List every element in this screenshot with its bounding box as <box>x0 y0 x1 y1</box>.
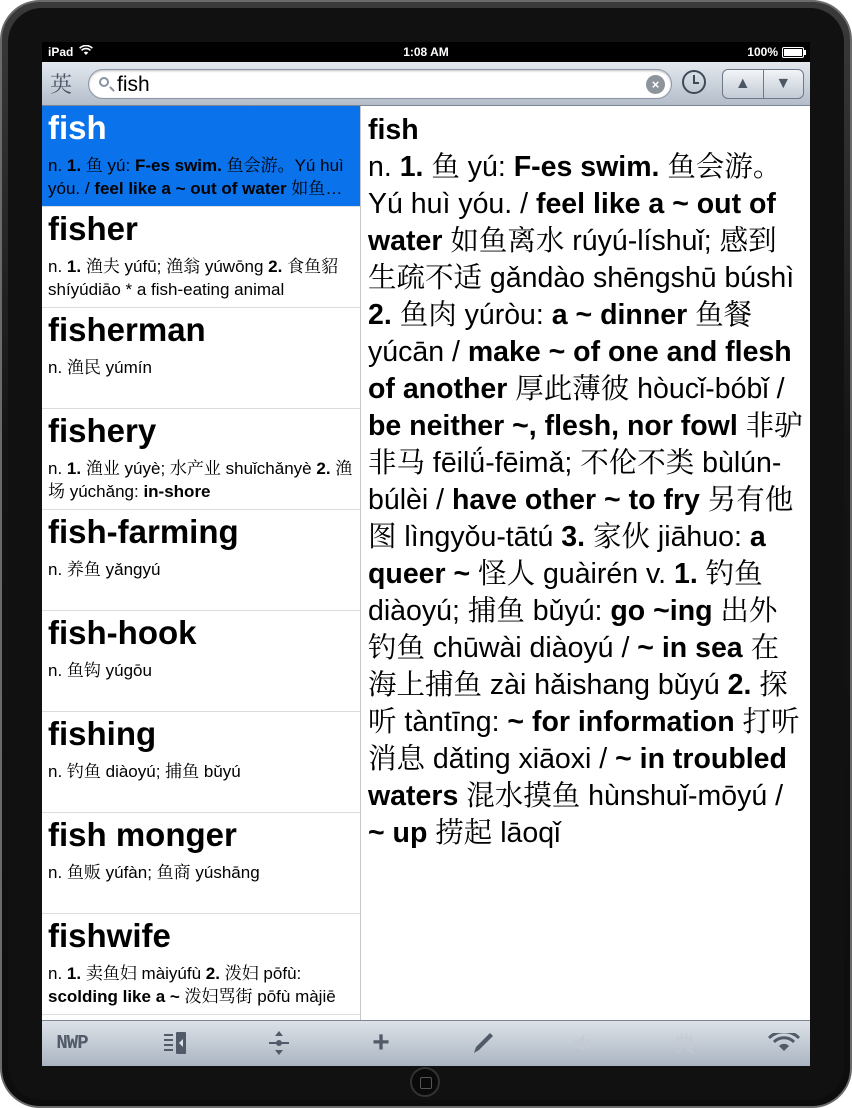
battery-icon <box>782 47 804 58</box>
language-toggle-button[interactable]: 英 <box>50 72 73 97</box>
definition-text <box>361 106 810 852</box>
definition-panel <box>361 106 810 1020</box>
word-list-item[interactable] <box>42 106 360 207</box>
list-item-headword: fisher <box>48 210 138 247</box>
word-list-item[interactable] <box>42 308 360 409</box>
add-bookmark-button[interactable]: + <box>372 1026 390 1059</box>
list-item-headword: fish-farming <box>48 513 239 550</box>
definition-headword: fish <box>368 114 419 146</box>
clear-search-button[interactable]: × <box>646 75 665 94</box>
list-item-headword: fishery <box>48 412 157 449</box>
pen-icon[interactable] <box>468 1029 498 1057</box>
next-entry-button[interactable]: ▼ <box>763 70 804 98</box>
word-list-item[interactable] <box>42 611 360 712</box>
font-adjust-icon[interactable] <box>264 1029 294 1057</box>
word-list-item[interactable] <box>42 914 360 1015</box>
word-list-item[interactable] <box>42 813 360 914</box>
list-item-definition: n. 钓鱼 diàoyú; 捕鱼 bǔyú <box>48 762 241 781</box>
list-item-definition: n. 鱼贩 yúfàn; 鱼商 yúshāng <box>48 863 260 882</box>
list-item-definition: n. 养鱼 yǎngyú <box>48 560 161 579</box>
list-item-headword: fishing <box>48 715 157 752</box>
compare-icon[interactable] <box>160 1029 190 1057</box>
list-item-definition: n. 1. 卖鱼妇 màiyúfù 2. 泼妇 pōfù: scolding like a ~ 泼妇骂街 pōfù màjiē <box>48 964 336 1006</box>
search-box[interactable] <box>88 69 672 99</box>
speaker-icon[interactable] <box>569 1029 599 1057</box>
list-item-definition: n. 1. 渔夫 yúfū; 渔翁 yúwōng 2. 食鱼貂 shíyúdiāo * a fish-eating animal <box>48 257 339 299</box>
word-list-item[interactable] <box>42 409 360 510</box>
home-button[interactable] <box>410 1067 440 1097</box>
battery-percent: 100% <box>747 45 778 59</box>
list-item-headword: fishwife <box>48 917 171 954</box>
word-list-item[interactable] <box>42 510 360 611</box>
status-bar <box>42 42 810 62</box>
previous-entry-button[interactable]: ▲ <box>734 75 751 92</box>
search-input[interactable] <box>115 72 639 98</box>
list-item-definition: n. 鱼钩 yúgōu <box>48 661 152 680</box>
top-toolbar <box>42 62 810 106</box>
list-item-headword: fish monger <box>48 816 237 853</box>
clock: 1:08 AM <box>403 45 449 59</box>
wireless-icon[interactable] <box>768 1029 800 1057</box>
list-item-headword: fisherman <box>48 311 206 348</box>
word-list-item[interactable] <box>42 207 360 308</box>
definition-body: n. 1. 鱼 yú: F-es swim. 鱼会游。 Yú huì yóu. / feel like a ~ out of water 如鱼离水 rúyú-líshuǐ; 感到生疏不适 gǎndào shēngshū búshì 2. 鱼肉 yúròu: a ~ dinner 鱼餐 yúcān / make ~ of one and flesh of another 厚此薄彼 hòucǐ-bóbǐ / be neither ~, flesh, nor fowl 非驴非马 fēilǘ-fēimǎ; 不伦不类 bùlún-búlèi / have other ~ to fry 另有他图 lìngyǒu-tātú 3. 家伙 jiāhuo: a queer ~ 怪人 guàirén v. 1. 钓鱼 diàoyú; 捕鱼 bǔyú: go ~ing 出外钓鱼 chūwài diàoyú / ~ in sea 在海上捕鱼 zài hǎishang bǔyú 2. 探听 tàntīng: ~ for information 打听消息 dǎting xiāoxi / ~ in troubled waters 混水摸鱼 hùnshuǐ-mōyú / ~ up 捞起 lāoqǐ <box>368 151 803 849</box>
word-list-item[interactable] <box>42 712 360 813</box>
history-clock-icon[interactable] <box>682 70 706 94</box>
search-icon <box>99 77 109 87</box>
device-label: iPad <box>48 45 74 59</box>
nwp-button[interactable]: NWP <box>56 1032 88 1054</box>
list-item-definition: n. 1. 鱼 yú: F-es swim. 鱼会游。Yú huì yóu. / feel like a ~ out of water 如鱼离 <box>48 156 344 198</box>
list-item-headword: fish-hook <box>48 614 197 651</box>
list-item-definition: n. 1. 渔业 yúyè; 水产业 shuǐchǎnyè 2. 渔场 yúchǎng: in-shore <box>48 459 353 501</box>
list-item-headword: fish <box>48 109 107 146</box>
nav-segment <box>722 69 804 99</box>
screen <box>42 42 810 1066</box>
bottom-toolbar <box>42 1020 810 1066</box>
dictionary-icon[interactable]: 典 <box>672 1031 695 1057</box>
list-item-definition: n. 渔民 yúmín <box>48 358 152 377</box>
word-list <box>42 106 361 1020</box>
